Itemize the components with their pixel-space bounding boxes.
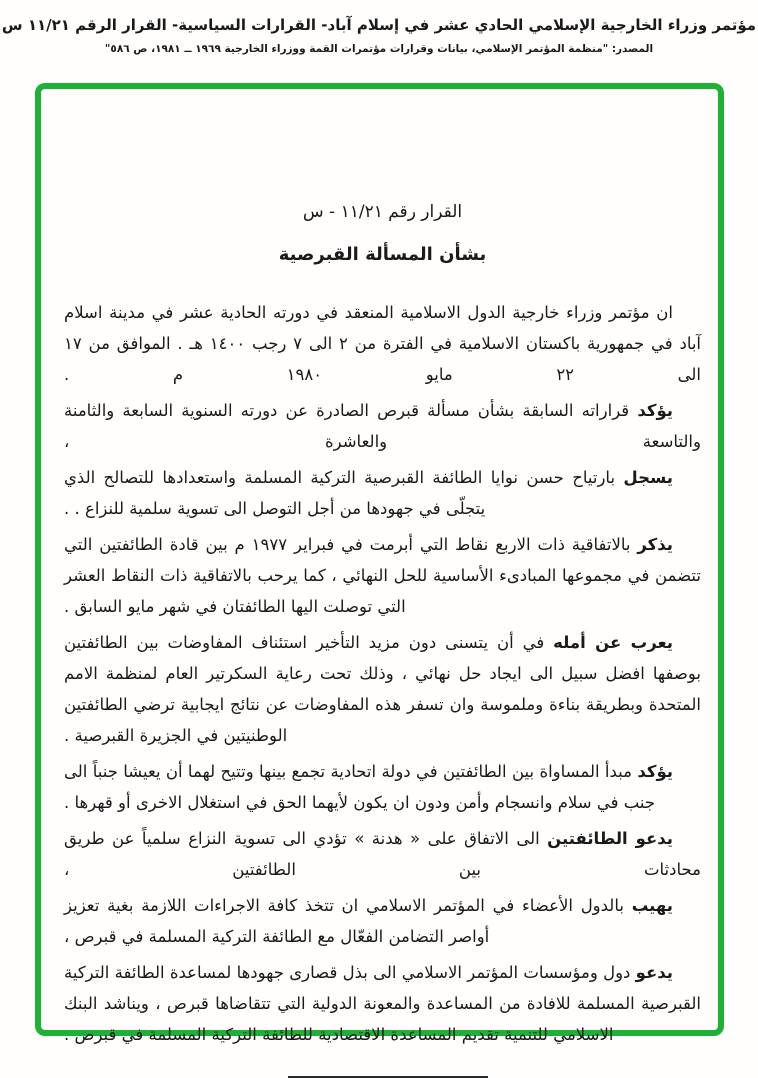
paragraph-text: في أن يتسنى دون مزيد التأخير استئناف المفاوضات بين الطائفتين بوصفها افضل سبيل الى ايجاد حل نهائي ، وذلك تحت رعاية السكرتير العام لمنظمة الامم المتحدة وبطريقة بناءة وملموسة وان تسفر هذه المفاوضات عن نتائج ايجابية ترضي الطائفتين الوطنيتين في الجزيرة القبرصية . <box>64 633 701 745</box>
paragraph-lead: يؤكد <box>637 401 673 420</box>
paragraph-urges-member-states <box>64 890 701 952</box>
paragraph-lead: يذكر <box>637 535 673 554</box>
document-border <box>35 83 724 1044</box>
paragraph-lead: يهيب <box>631 896 673 915</box>
resolution-subject-title: بشأن المسألة القبرصية <box>278 244 487 265</box>
paragraph-text: دول ومؤسسات المؤتمر الاسلامي الى بذل قصارى جهودها لمساعدة الطائفة التركية القبرصية المسلمة للافادة من المساعدة والمعونة الدولية التي تتقاضاها قبرص ، ويناشد البنك الاسلامي للتنمية تقديم المساعدة الاقتصادية للطائفة التركية المسلمة في قبرص . <box>64 963 701 1044</box>
paragraph-lead: يدعو <box>635 963 673 982</box>
source-header-citation: المصدر: "منظمة المؤتمر الإسلامي، بيانات وقرارات مؤتمرات القمة ووزراء الخارجية ١٩٦٩ ــ ١٩٨١، ص ٥٨٦" <box>104 43 654 55</box>
paragraph-text: بالاتفاقية ذات الاربع نقاط التي أبرمت في فبراير ١٩٧٧ م بين قادة الطائفتين التي تتضمن في مجموعها المبادىء الأساسية للحل النهائي ، كما يرحب بالاتفاقية ذات النقاط العشر التي توصلت اليها الطائفتان في شهر مايو السابق . <box>64 535 701 616</box>
paragraph-lead: يدعو الطائفتين <box>547 829 673 848</box>
paragraph-equality-principle <box>64 756 701 818</box>
paragraph-hopes-negotiations <box>64 627 701 751</box>
paragraph-notes-goodwill <box>64 462 701 524</box>
paragraph-invites-assistance <box>64 957 701 1050</box>
paragraph-text: قراراته السابقة بشأن مسألة قبرص الصادرة عن دورته السنوية السابعة والثامنة والتاسعة والعاشرة ، <box>64 401 701 451</box>
paragraph-text: مبدأ المساواة بين الطائفتين في دولة اتحادية تجمع بينها وتتيح لهما أن يعيشا جنباً الى جنب في سلام وانسجام وأمن ودون ان يكون لأيهما الحق في استغلال الاخرى أو قهرها . <box>64 762 656 812</box>
paragraph-affirm-previous <box>64 395 701 457</box>
document-content <box>64 199 701 1078</box>
paragraph-lead: يعرب عن أمله <box>553 633 673 652</box>
resolution-number-title: القرار رقم ١١/٢١ - س <box>302 202 463 222</box>
source-header-title: مؤتمر وزراء الخارجية الإسلامي الحادي عشر في إسلام آباد- القرارات السياسية- القرار الرقم ١١/٢١ س <box>1 16 757 34</box>
paragraph-text: الى الاتفاق على « هدنة » تؤدي الى تسوية النزاع سلمياً عن طريق محادثات بين الطائفتين ، <box>64 829 701 879</box>
resolution-body <box>64 297 701 1050</box>
paragraph-lead: يؤكد <box>637 762 673 781</box>
paragraph-text: ان مؤتمر وزراء خارجية الدول الاسلامية المنعقد في دورته الحادية عشر في مدينة اسلام آباد في جمهورية باكستان الاسلامية في الفترة من ٢ الى ٧ رجب ١٤٠٠ هـ . الموافق من ١٧ الى ٢٢ مايو ١٩٨٠ م . <box>64 303 702 384</box>
paragraph-text: بالدول الأعضاء في المؤتمر الاسلامي ان تتخذ كافة الاجراءات اللازمة بغية تعزيز أواصر التضامن الفعّال مع الطائفة التركية المسلمة في قبرص ، <box>64 896 632 946</box>
paragraph-text: بارتياح حسن نوايا الطائفة القبرصية التركية المسلمة واستعدادها للتصالح الذي يتجلّى في جهودها من أجل التوصل الى تسوية سلمية للنزاع . . <box>64 468 624 518</box>
paragraph-recalls-agreements <box>64 529 701 622</box>
source-header <box>0 12 758 58</box>
paragraph-lead: يسجل <box>623 468 673 487</box>
paragraph-calls-truce <box>64 823 701 885</box>
paragraph-preamble <box>64 297 701 390</box>
